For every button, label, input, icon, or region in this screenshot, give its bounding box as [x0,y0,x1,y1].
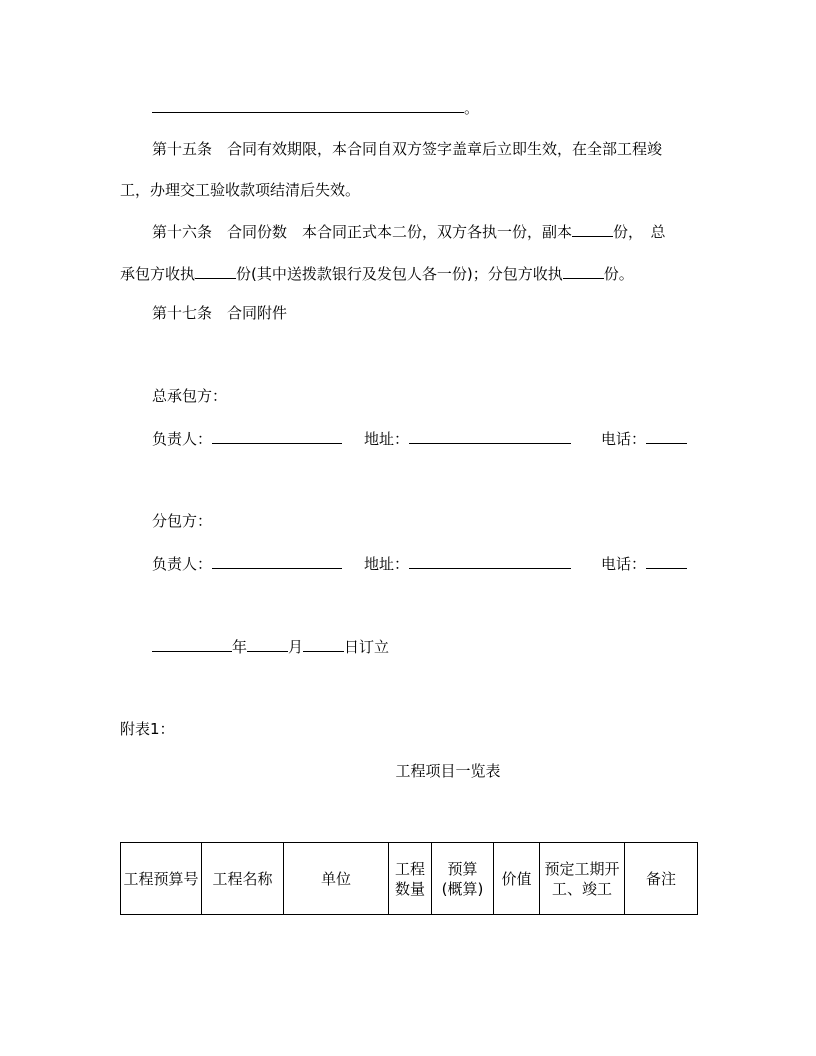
fill-blank [572,221,613,237]
phone-label: 电话： [601,430,647,448]
responsible-label: 负责人： [152,555,213,573]
clause-16-text-b: 份， 总 [613,223,666,241]
address-blank [409,553,571,569]
fill-blank [563,263,604,279]
header-schedule: 预定工期开工、竣工 [540,843,625,915]
clause-16-line1 [152,221,666,242]
header-budget: 预算(概算) [432,843,494,915]
clause-16-text-e: 份。 [603,265,634,283]
responsible-blank [212,553,342,569]
address-label: 地址： [364,430,410,448]
clause-16-line2 [120,263,634,284]
table-header-row [121,843,698,915]
address-blank [409,428,571,444]
clause-15-line2: 工，办理交工验收款项结清后失效。 [120,181,361,199]
year-label: 年 [232,638,248,656]
clause-16-text-c: 承包方收执 [120,265,196,283]
period-text: 。 [464,99,480,117]
appendix-label: 附表1： [120,720,175,738]
day-label: 日订立 [344,638,390,656]
header-remarks: 备注 [625,843,698,915]
header-project-name: 工程名称 [202,843,284,915]
signing-date [152,636,389,657]
day-blank [303,636,344,652]
clause-17: 第十七条 合同附件 [152,304,288,322]
general-contractor-title: 总承包方： [152,387,228,405]
header-value: 价值 [494,843,540,915]
fill-blank [152,97,464,113]
general-contractor-fields [152,428,687,449]
table-title: 工程项目一览表 [395,762,501,780]
phone-blank [646,553,687,569]
subcontractor-title: 分包方： [152,512,213,530]
year-blank [152,636,232,652]
header-budget-no: 工程预算号 [121,843,202,915]
phone-label: 电话： [601,555,647,573]
phone-blank [646,428,687,444]
month-blank [247,636,288,652]
responsible-label: 负责人： [152,430,213,448]
responsible-blank [212,428,342,444]
project-list-table [120,842,698,915]
clause-16-text-a: 第十六条 合同份数 本合同正式本二份，双方各执一份，副本 [152,223,573,241]
header-quantity: 工程数量 [389,843,432,915]
clause-16-text-d: 份(其中送拨款银行及发包人各一份)；分包方收执 [236,265,563,283]
subcontractor-fields [152,553,687,574]
blank-line-top [152,97,479,118]
clause-15-line1: 第十五条 合同有效期限，本合同自双方签字盖章后立即生效，在全部工程竣 [152,140,663,158]
month-label: 月 [288,638,304,656]
header-unit: 单位 [284,843,389,915]
fill-blank [195,263,236,279]
address-label: 地址： [364,555,410,573]
